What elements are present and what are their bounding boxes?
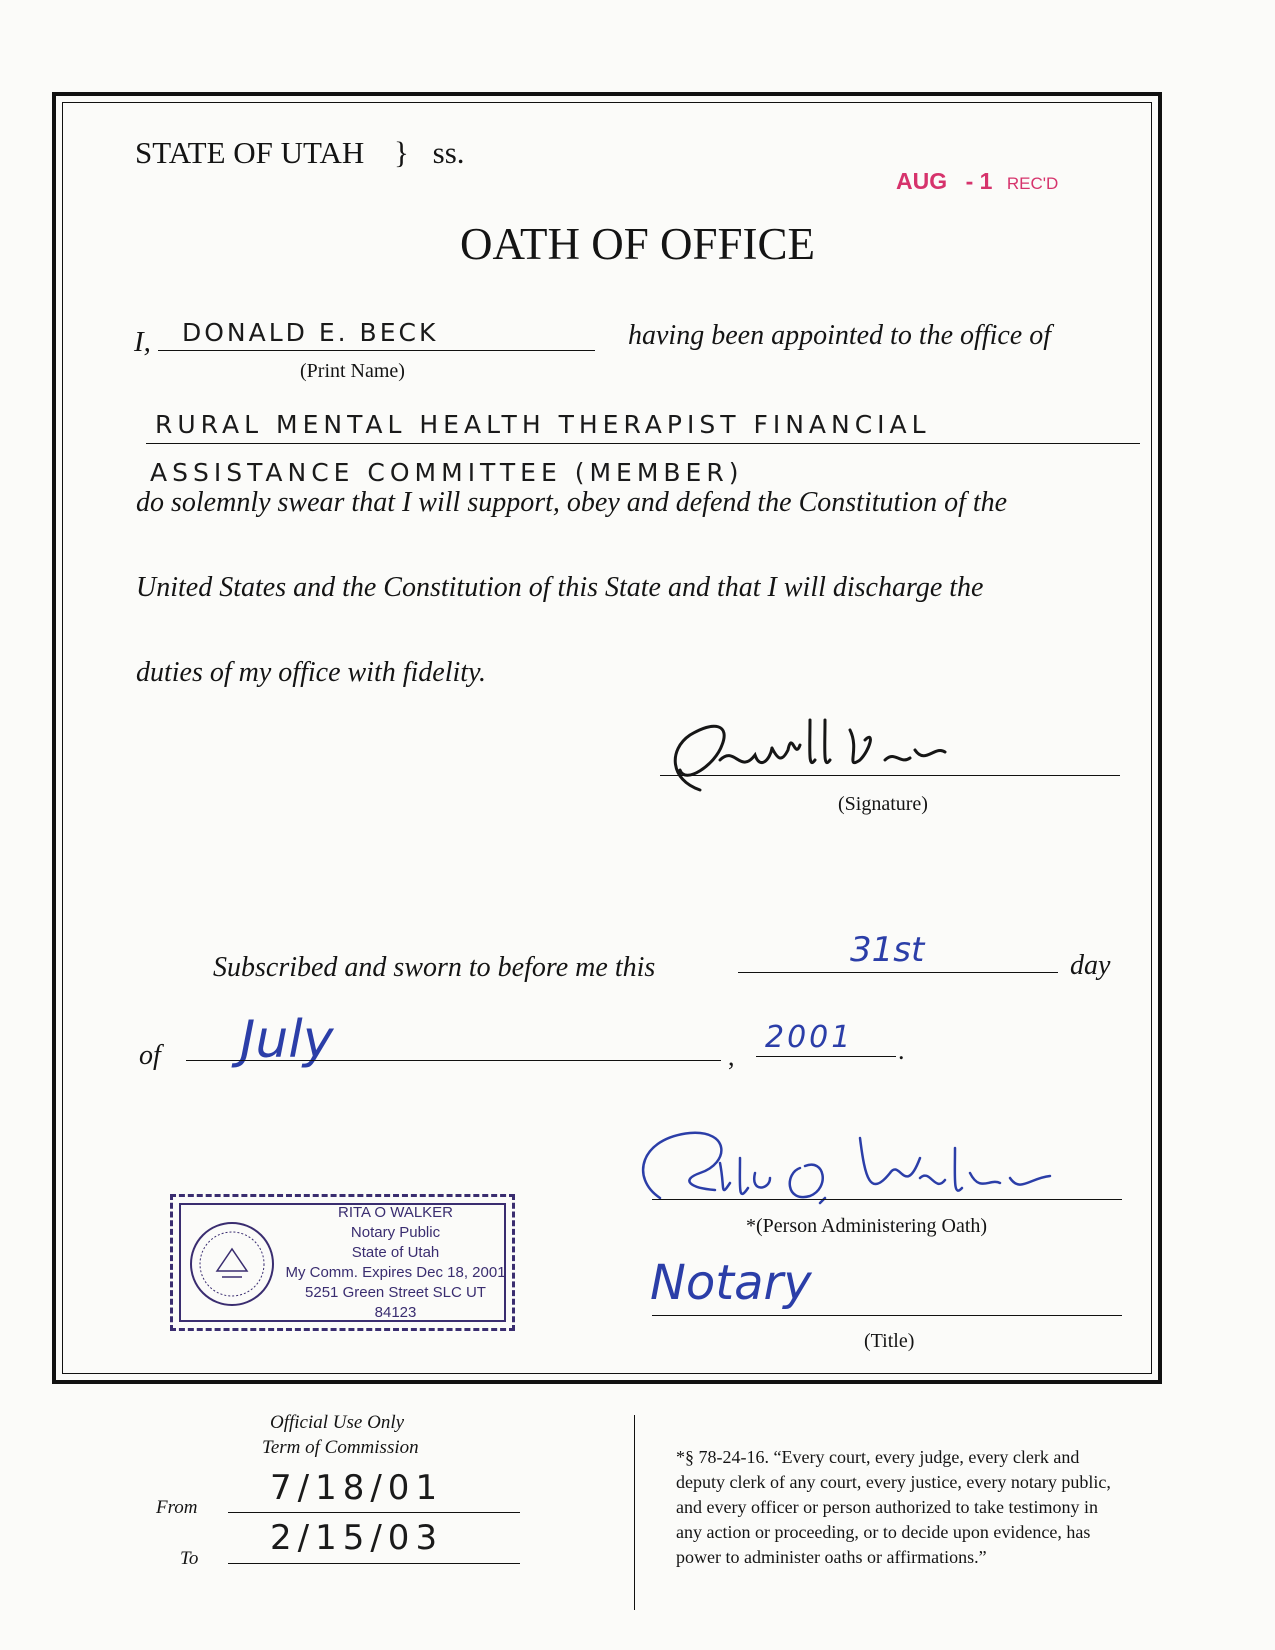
month-line — [186, 1060, 721, 1061]
signature-label: (Signature) — [838, 793, 928, 815]
footnote-line-1: *§ 78-24-16. “Every court, every judge, every clerk and — [676, 1447, 1080, 1467]
oath-lead: I, — [134, 326, 151, 358]
oath-text-line-3: duties of my office with fidelity. — [136, 657, 486, 688]
state-name: STATE OF UTAH — [135, 135, 365, 170]
stamp-line-5: 5251 Green Street SLC UT 84123 — [305, 1284, 486, 1321]
printed-name: DONALD E. BECK — [182, 318, 439, 347]
footnote-line-5: power to administer oaths or affirmations.” — [676, 1547, 987, 1567]
administrator-signature — [620, 1118, 1090, 1218]
title-label: (Title) — [864, 1330, 915, 1352]
ss-text: ss. — [432, 135, 465, 170]
stamp-line-4: My Comm. Expires Dec 18, 2001 — [285, 1264, 506, 1281]
oath-signature — [660, 690, 990, 800]
footer-divider — [634, 1415, 635, 1610]
print-name-label: (Print Name) — [300, 360, 405, 382]
administrator-line — [652, 1199, 1122, 1200]
footnote-line-4: any action or proceeding, or to decide upon evidence, has — [676, 1522, 1091, 1542]
footnote-line-2: deputy clerk of any court, every justice, every notary public, — [676, 1472, 1111, 1492]
of-label: of — [139, 1040, 161, 1071]
footnote — [676, 1445, 1111, 1570]
administrator-label: *(Person Administering Oath) — [746, 1215, 988, 1237]
to-value: 2/15/03 — [270, 1518, 444, 1558]
received-month: AUG — [896, 168, 948, 194]
stamp-line-1: RITA O WALKER — [337, 1204, 454, 1221]
stamp-line-2: Notary Public — [350, 1224, 441, 1241]
official-use-heading: Official Use Only — [270, 1412, 405, 1433]
to-label: To — [180, 1548, 199, 1569]
title-line — [652, 1315, 1122, 1316]
received-stamp — [896, 168, 1058, 195]
from-line — [228, 1512, 520, 1513]
from-label: From — [156, 1497, 198, 1518]
day-label: day — [1070, 950, 1111, 981]
received-text: REC'D — [1006, 174, 1059, 193]
sworn-year-value: 2001 — [765, 1020, 854, 1055]
oath-text-line-2: United States and the Constitution of this State and that I will discharge the — [136, 572, 984, 603]
notary-stamp — [170, 1194, 515, 1331]
to-line — [228, 1563, 520, 1564]
sworn-month-value: July — [240, 1010, 334, 1070]
stamp-text — [283, 1203, 508, 1323]
office-line-1: RURAL MENTAL HEALTH THERAPIST FINANCIAL — [155, 410, 931, 439]
page-title: OATH OF OFFICE — [459, 219, 816, 269]
office-underline — [146, 443, 1140, 444]
stamp-line-3: State of Utah — [351, 1244, 440, 1261]
sworn-text: Subscribed and sworn to before me this — [213, 952, 656, 983]
footnote-line-3: and every officer or person authorized to take testimony in — [676, 1497, 1099, 1517]
state-seal-icon — [187, 1219, 277, 1309]
term-heading: Term of Commission — [262, 1437, 419, 1458]
comma: , — [728, 1042, 735, 1071]
title-value: Notary — [650, 1255, 812, 1311]
office-line-2: ASSISTANCE COMMITTEE (MEMBER) — [150, 458, 744, 487]
brace: } — [394, 135, 409, 170]
signature-line — [660, 775, 1120, 776]
appointed-text: having been appointed to the office of — [628, 320, 1052, 351]
received-day: - 1 — [965, 168, 993, 194]
from-value: 7/18/01 — [270, 1468, 444, 1508]
sworn-day-value: 31st — [850, 930, 925, 970]
name-line — [158, 350, 595, 351]
day-line — [738, 972, 1058, 973]
period: . — [898, 1036, 905, 1065]
state-heading — [135, 135, 465, 171]
year-line — [756, 1056, 896, 1057]
oath-text-line-1: do solemnly swear that I will support, obey and defend the Constitution of the — [136, 487, 1008, 518]
